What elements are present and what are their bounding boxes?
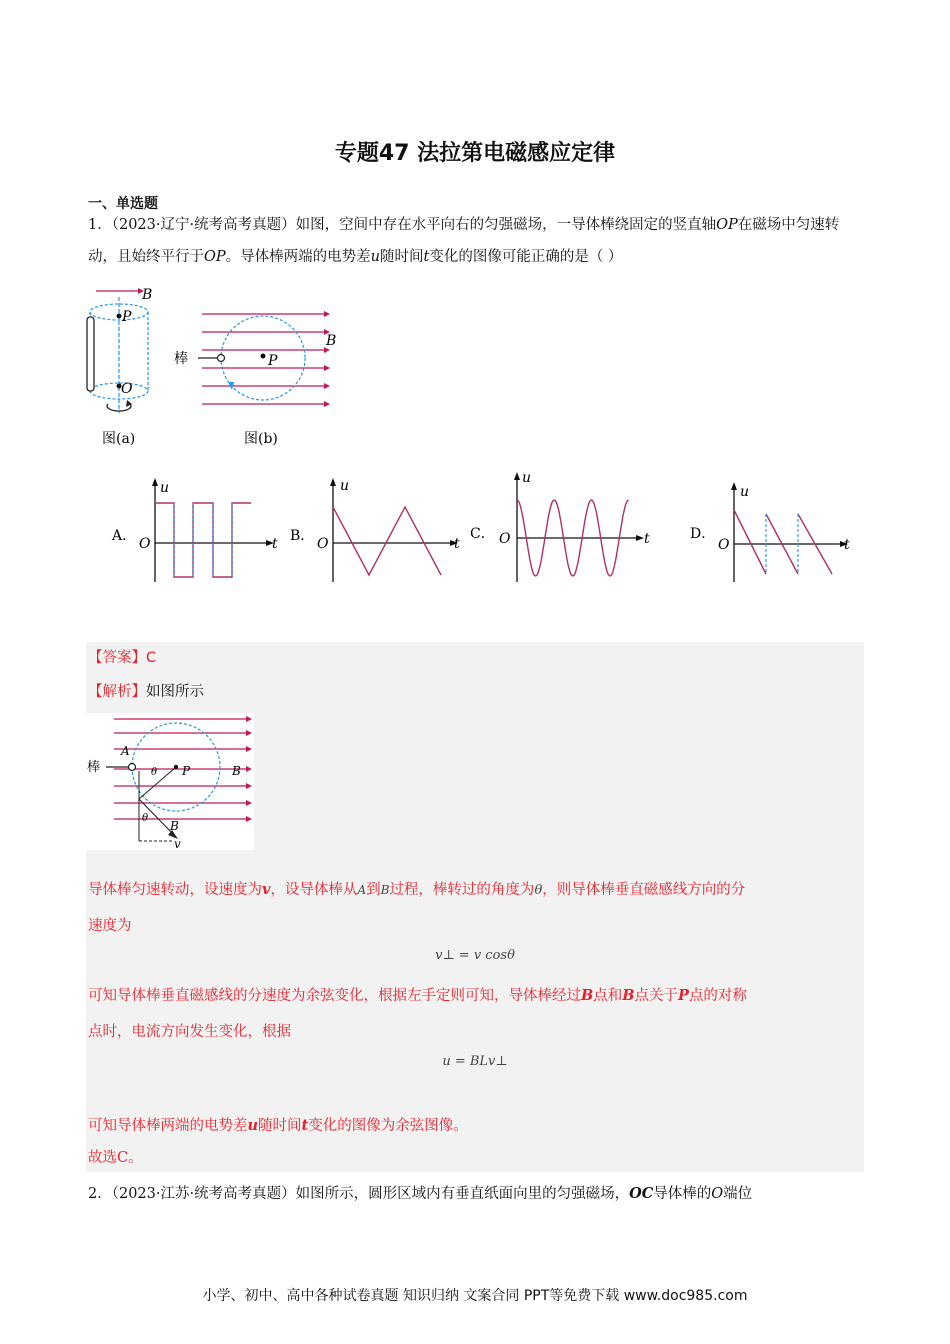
svg-text:B: B	[170, 819, 179, 833]
caption-b: 图(b)	[244, 431, 278, 447]
svg-text:t: t	[454, 536, 460, 552]
analysis-paragraph-3: 可知导体棒两端的电势差u随时间t变化的图像为余弦图像。	[88, 1117, 468, 1134]
svg-text:t: t	[272, 536, 278, 552]
analysis-paragraph-2: 可知导体棒垂直磁感线的分速度为余弦变化，根据左手定则可知，导体棒经过B点和B点关于P点的对称	[88, 987, 747, 1004]
section-heading: 一、单选题	[88, 196, 158, 212]
option-a-letter: A．	[112, 528, 137, 544]
triangle-wave	[333, 507, 441, 575]
svg-text:θ: θ	[142, 813, 149, 824]
analysis-paragraph-1: 导体棒匀速转动，设速度为v，设导体棒从A到B过程，棒转过的角度为θ，则导体棒垂直磁感线方向的分	[88, 881, 746, 898]
page-title: 专题47 法拉第电磁感应定律	[334, 141, 616, 166]
page-footer: 小学、初中、高中各种试卷真题 知识归纳 文案合同 PPT等免费下载 www.doc985.com	[202, 1288, 748, 1304]
analysis-paragraph-1b: 速度为	[88, 918, 132, 934]
question-2-text: 2．（2023·江苏·统考高考真题）如图所示，圆形区域内有垂直纸面向里的匀强磁场，OC导体棒的O端位	[88, 1185, 753, 1202]
figure-a	[80, 283, 170, 453]
analysis-paragraph-2b: 点时，电流方向发生变化，根据	[88, 1024, 291, 1040]
answer-line: 【答案】C	[88, 650, 157, 666]
svg-text:u: u	[522, 470, 532, 486]
analysis-conclusion: 故选C。	[88, 1150, 143, 1166]
rod-a	[87, 317, 94, 391]
option-b[interactable]	[290, 478, 460, 582]
svg-text:u: u	[340, 478, 350, 494]
svg-text:t: t	[844, 537, 850, 553]
svg-text:O: O	[718, 537, 730, 553]
option-d-letter: D．	[690, 526, 716, 542]
svg-text:A: A	[121, 744, 130, 758]
svg-text:O: O	[317, 536, 329, 552]
option-graphs	[100, 470, 880, 595]
caption-a: 图(a)	[102, 431, 136, 447]
label-b-b: B	[326, 333, 337, 349]
formula-2: u = BLv⊥	[442, 1054, 508, 1069]
analysis-figure	[86, 713, 254, 850]
rod-b	[218, 355, 225, 362]
label-o-a: O	[121, 381, 133, 397]
svg-text:P: P	[182, 764, 191, 778]
svg-text:θ: θ	[151, 767, 158, 778]
analysis-line: 【解析】如图所示	[88, 684, 204, 700]
answer-value: C	[146, 650, 157, 666]
sawtooth-wave	[734, 510, 832, 574]
svg-text:O: O	[499, 531, 511, 547]
option-a[interactable]	[111, 478, 278, 582]
svg-text:u: u	[740, 484, 750, 500]
label-rod-b: 棒	[174, 351, 188, 367]
svg-text:u: u	[160, 480, 170, 496]
svg-text:t: t	[644, 531, 650, 547]
label-p-a: P	[122, 309, 132, 325]
svg-text:B: B	[232, 764, 241, 778]
question-1-text: 1．（2023·辽宁·统考高考真题）如图，空间中存在水平向右的匀强磁场，一导体棒绕固定的竖直轴OP在磁场中匀速转动，且始终平行于OP。导体棒两端的电势差u随时间t变化的图像可能正确的是（ ）	[88, 217, 840, 265]
svg-text:棒: 棒	[87, 760, 101, 775]
option-b-letter: B．	[290, 528, 315, 544]
label-b-a: B	[142, 287, 153, 303]
square-wave	[155, 503, 251, 577]
option-c[interactable]	[470, 470, 650, 582]
svg-text:O: O	[139, 536, 151, 552]
option-c-letter: C．	[470, 526, 495, 542]
figure-b	[168, 300, 348, 452]
svg-text:v: v	[174, 837, 181, 850]
formula-1: v⊥ = v cosθ	[435, 948, 515, 963]
option-d[interactable]	[690, 482, 850, 582]
label-p-b: P	[268, 353, 278, 369]
